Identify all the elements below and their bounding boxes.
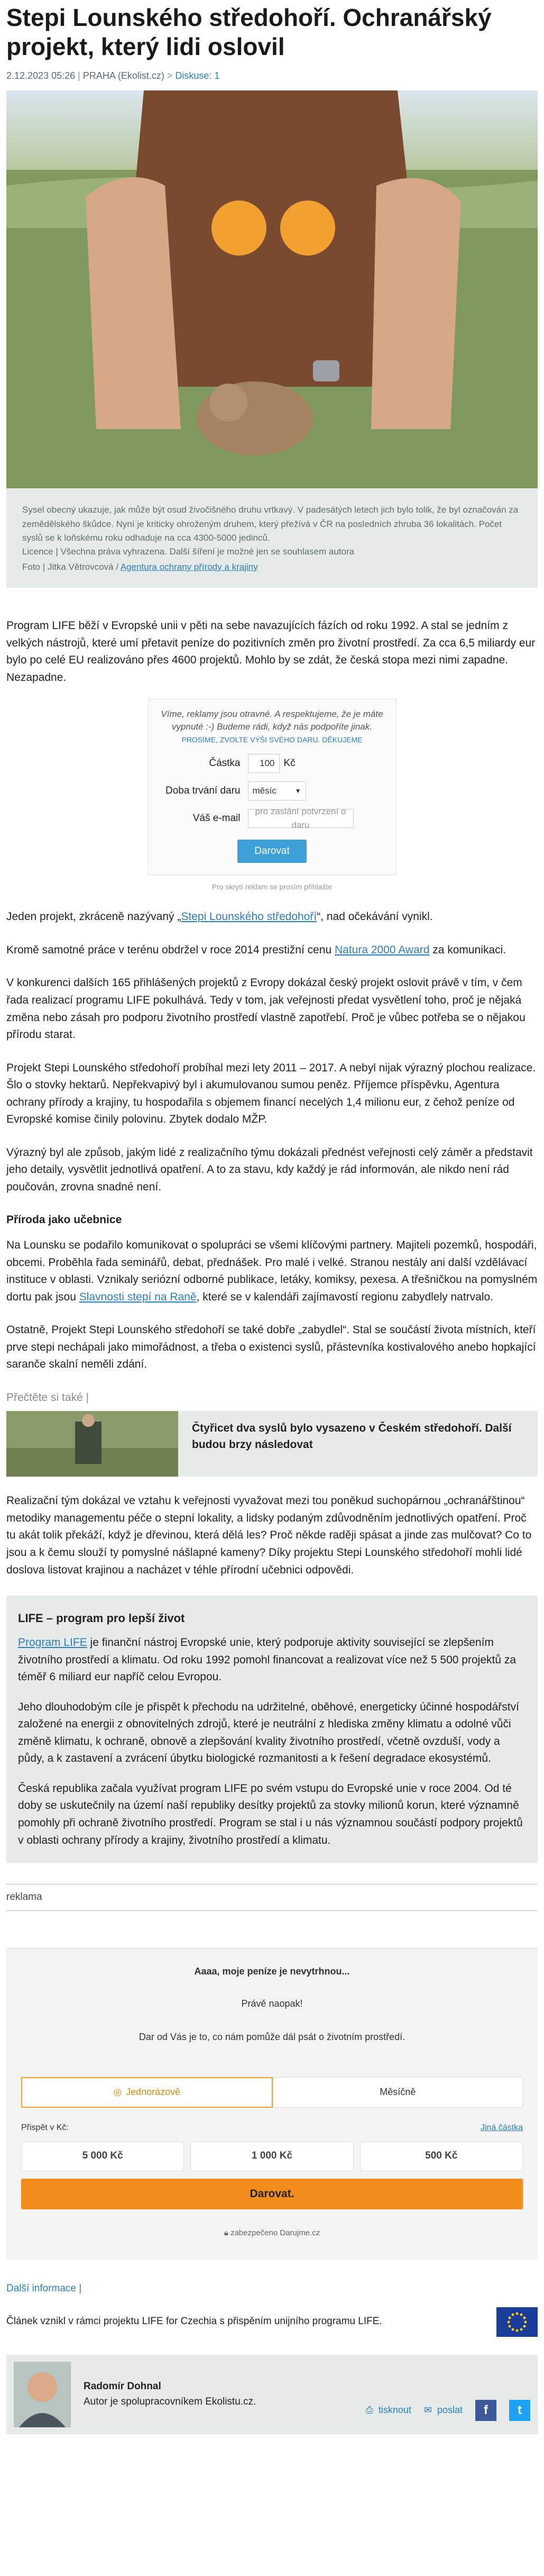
adblock-message: Víme, reklamy jsou otravné. A respektujeme, že je máte vypnuté :-) Budeme rádi, když nás podpoříte jinak. bbox=[161, 709, 383, 732]
caption-foto bbox=[22, 560, 522, 574]
life-info-box bbox=[6, 1596, 538, 1863]
chevron-down-icon: ▼ bbox=[294, 787, 301, 795]
duration-label: Doba trvání daru bbox=[165, 785, 241, 796]
amount-header bbox=[21, 2122, 523, 2134]
paragraph: Realizační tým dokázal ve vztahu k veřejnosti vyvažovat mezi tou poněkud suchopárnou „ochranářštinou“ metodiky managementu péče o stepní lokality, a lidsky podaným zdůvodněním jednotlivých opatření. Proč tu akát tolik překáží, když je dřevinou, která dělá les? Proč někde raději spásat a jinde zas mulčovat? Co to jsou a k čemu slouží ty pomyslné nášlapné kameny? Díky projektu Stepi Lounského středohoří mohli lidé doslova listovat krajinou a nacházet v téhle přírodní učebnici odpovědi. bbox=[6, 1495, 532, 1576]
other-amount-link[interactable]: Jiná částka bbox=[480, 2123, 523, 2132]
adblock-caps: PROSÍME, ZVOLTE VÝŠI SVÉHO DARU. DĚKUJEME bbox=[181, 735, 363, 744]
donation-frequency-tabs bbox=[21, 2077, 523, 2108]
paragraph: Jeden projekt, zkráceně nazývaný „Stepi Lounského středohoří“, nad očekávání vynikl. bbox=[6, 911, 433, 923]
paragraph: Projekt Stepi Lounského středohoří probíhal mezi lety 2011 – 2017. A nebyl nijak výrazný plochou realizace. Šlo o stovky hektarů. Nepřekvapivý byl i akumulovanou sumou peněz. Příjemce příspěvku, Agentura ochrany přírody a krajiny, tu hospodařila s objemem financí necelých 1,4 milionu eur, z čehož peníze od Evropské komise činily polovinu. Zbytek dodalo MŽP. bbox=[6, 1061, 536, 1126]
amount-option-500[interactable]: 500 Kč bbox=[360, 2142, 523, 2171]
donate-button[interactable]: Darovat. bbox=[21, 2179, 523, 2209]
paragraph: Výrazný byl ale způsob, jakým lidé z realizačního týmu dokázali přednést veřejnosti celý záměr a představit jeho detaily, vysvětlit jednotlivá opatření. A to za stavu, kdy každý je rád informován, ale nikdo není rád poučován, zrovna snadné není. bbox=[6, 1146, 533, 1193]
ground-squirrel-photo bbox=[6, 90, 538, 488]
adblock-note: Pro skrytí reklam se prosím přihlašte bbox=[211, 882, 333, 891]
article-meta bbox=[6, 69, 538, 83]
life-paragraph: Program LIFE je finanční nástroj Evropské unie, který podporuje aktivity související se zlepšením životního prostředí a klimatu. Od roku 1992 pomohl financovat a realizovat více než 5 500 projektů za téměř 6 miliard eur napříč celou Evropou. bbox=[18, 1636, 517, 1683]
currency-label: Kč bbox=[283, 757, 296, 769]
caption-text: Sysel obecný ukazuje, jak může být osud živočišného druhu vrtkavý. V padesátých letech jich bylo tolik, že byl označován za zemědělského škůdce. Nyní je kriticky ohroženým druhem, který přežívá v ČR na posledních zhruba 36 lokalitách. Počet syslů se k loňskému roku odhaduje na cca 4300-5000 jedinců. bbox=[22, 505, 519, 543]
article-source: PRAHA (Ekolist.cz) bbox=[82, 70, 164, 81]
email-label: Váš e-mail bbox=[192, 812, 241, 824]
divider bbox=[6, 1910, 538, 1911]
more-info-label: Další informace | bbox=[6, 2283, 82, 2295]
article-date: 2.12.2023 05:26 bbox=[6, 70, 76, 81]
read-also-thumbnail bbox=[6, 1411, 178, 1477]
author-box bbox=[6, 2355, 538, 2434]
donate-line: Právě naopak! bbox=[241, 1998, 303, 2009]
share-actions bbox=[365, 2400, 530, 2421]
slavnosti-link[interactable]: Slavnosti stepí na Raně bbox=[79, 1290, 197, 1303]
twitter-icon[interactable]: t bbox=[509, 2400, 530, 2421]
donate-line: Dar od Vás je to, co nám pomůže dál psát o životním prostředí. bbox=[139, 2031, 405, 2042]
foto-author: Foto | Jitka Větrovcová / bbox=[22, 561, 121, 572]
bottom-spacer bbox=[6, 2434, 538, 2455]
printer-icon: ⎙ bbox=[365, 2405, 373, 2416]
paragraph: Na Lounsku se podařilo komunikovat o spolupráci se všemi klíčovými partnery. Majiteli pozemků, hospodáři, obcemi. Proběhla řada seminářů, debat, přednášek. Pro malé i velké. Stranou nestály ani další vzdělávací instituce v oblasti. Vznikaly seriózní odborné publikace, letáky, komiksy, pexesa. A třešničkou na pomyslném dortu pak jsou Slavnosti stepí na Raně, které se v kalendáři zajímavostí regionu zabydlely natrvalo. bbox=[6, 1239, 538, 1303]
life-paragraph: Česká republika začala využívat program LIFE po svém vstupu do Evropské unie v roce 2004. Od té doby se uskutečnily na území naší republiky desítky projektů za stovky milionů korun, které významně pomohly při ochraně životního prostředí. Program se stal i u nás významnou součástí podpory projektů v oblasti ochrany přírody a krajiny, životního prostředí a klimatu. bbox=[18, 1782, 523, 1846]
amount-label: Částka bbox=[209, 757, 241, 769]
article-lead: Program LIFE běží v Evropské unii v pěti na sebe navazujících fázích od roku 1992. A stal se jedním z velkých nástrojů, které umí přetavit peníze do pozitivních změn pro životní prostředí. Za cca 6,5 miliardy eur bylo po celé EU realizováno přes 4600 projektů. Mohlo by se zdát, že česká stopa mezi nimi zapadne. Nezapadne. bbox=[6, 620, 536, 684]
secure-note: 🔒︎ zabezpečeno Darujme.cz bbox=[224, 2228, 320, 2237]
amount-option-1000[interactable]: 1 000 Kč bbox=[190, 2142, 353, 2171]
read-also-label: Přečtěte si také | bbox=[6, 1391, 89, 1404]
natura-award-link[interactable]: Natura 2000 Award bbox=[335, 943, 430, 956]
adblock-donation-form bbox=[148, 699, 397, 875]
meta-separator: > bbox=[167, 70, 173, 81]
duration-select[interactable] bbox=[248, 781, 306, 800]
life-box-heading: LIFE – program pro lepší život bbox=[18, 1612, 185, 1625]
divider bbox=[6, 1884, 538, 1885]
amount-row bbox=[158, 754, 386, 773]
author-name: Radomír Dohnal bbox=[84, 2381, 161, 2392]
read-also-title: Čtyřicet dva syslů bylo vysazeno v Českém středohoří. Další budou brzy následovat bbox=[192, 1422, 512, 1451]
lock-icon: 🔒︎ bbox=[224, 2228, 228, 2237]
email-row bbox=[158, 806, 386, 830]
program-life-link[interactable]: Program LIFE bbox=[18, 1636, 87, 1649]
tab-monthly[interactable]: Měsíčně bbox=[273, 2077, 523, 2108]
author-role: Autor je spolupracovníkem Ekolistu.cz. bbox=[84, 2396, 256, 2407]
life-paragraph: Jeho dlouhodobým cíle je přispět k přechodu na udržitelné, oběhové, energeticky účinné hospodářství založené na energii z obnovitelných zdrojů, které je neutrální z hlediska změny klimatu a odolné vůči změně klimatu, k ochraně, obnově a zlepšování kvality životního prostředí, včetně ovzduší, vody a půdy, a k zastavení a zvrácení úbytku biologické rozmanitosti a k řešení degradace ekosystémů. bbox=[18, 1700, 519, 1765]
section-heading: Příroda jako učebnice bbox=[6, 1214, 122, 1226]
amount-option-5000[interactable]: 5 000 Kč bbox=[21, 2142, 184, 2171]
email-input[interactable]: pro zaslání potvrzení o daru bbox=[248, 809, 354, 828]
meta-separator: | bbox=[78, 70, 80, 81]
donate-title: Aaaa, moje peníze je nevytrhnou... bbox=[194, 1965, 350, 1977]
life-credit-text: Článek vznikl v rámci projektu LIFE for Czechia s přispěním unijního programu LIFE. bbox=[6, 2316, 382, 2327]
read-also-card[interactable] bbox=[6, 1411, 538, 1477]
squirrel-release-image bbox=[6, 1411, 178, 1477]
paragraph: V konkurenci dalších 165 přihlášených projektů z Evropy dokázal český projekt oslovit právě v tím, v čem řada realizací programu LIFE pokulhává. Tedy v tom, jak veřejnosti předat vysvětlení toho, proč je nějaká změna nebo zásah pro podporu životního prostředí vlastně zapotřebí. Proč je vůbec potřeba se o nějakou přírodu starat. bbox=[6, 977, 525, 1041]
donate-submit-button[interactable]: Darovat bbox=[237, 840, 307, 863]
amount-input[interactable]: 100 bbox=[248, 754, 280, 773]
paragraph: Kromě samotné práce v terénu obdržel v roce 2014 prestižní cenu Natura 2000 Award za komunikaci. bbox=[6, 943, 506, 956]
discussion-link[interactable]: Diskuse: 1 bbox=[175, 70, 220, 81]
life-credit-row bbox=[6, 2307, 538, 2337]
print-button[interactable]: ⎙ tisknout bbox=[365, 2403, 411, 2417]
project-link[interactable]: Stepi Lounského středohoří bbox=[181, 911, 317, 923]
contrib-label: Přispět v Kč: bbox=[21, 2123, 69, 2132]
photo-caption bbox=[6, 488, 538, 588]
article-title: Stepi Lounského středohoří. Ochranářský projekt, který lidi oslovil bbox=[6, 4, 492, 61]
send-button[interactable]: ✉ poslat bbox=[424, 2403, 463, 2417]
main-photo bbox=[6, 90, 538, 488]
duration-row bbox=[158, 781, 386, 800]
paragraph: Ostatně, Projekt Stepi Lounského středohoří se také dobře „zabydlel“. Stal se součástí života místních, kteří prve stepi nechápali jako mimořádnost, a třeba o existenci syslů, přástevníka kostivalového anebo hopkající saranče skalní neměli zdání. bbox=[6, 1324, 536, 1371]
eu-flag-icon bbox=[496, 2307, 538, 2337]
check-circle-icon: ◎ bbox=[113, 2087, 122, 2098]
mail-icon: ✉ bbox=[423, 2405, 432, 2416]
foto-credit-link[interactable]: Agentura ochrany přírody a krajiny bbox=[120, 561, 258, 572]
tab-once[interactable]: ◎ Jednorázově bbox=[21, 2077, 273, 2108]
duration-value: měsíc bbox=[252, 786, 276, 796]
amount-options bbox=[21, 2142, 523, 2171]
avatar bbox=[14, 2362, 71, 2427]
facebook-icon[interactable]: f bbox=[475, 2400, 496, 2421]
donation-widget bbox=[6, 1948, 538, 2261]
caption-license: Licence | Všechna práva vyhrazena. Další šíření je možné jen se souhlasem autora bbox=[22, 547, 355, 557]
reklama-label: reklama bbox=[6, 1891, 42, 1903]
author-info bbox=[84, 2379, 365, 2409]
